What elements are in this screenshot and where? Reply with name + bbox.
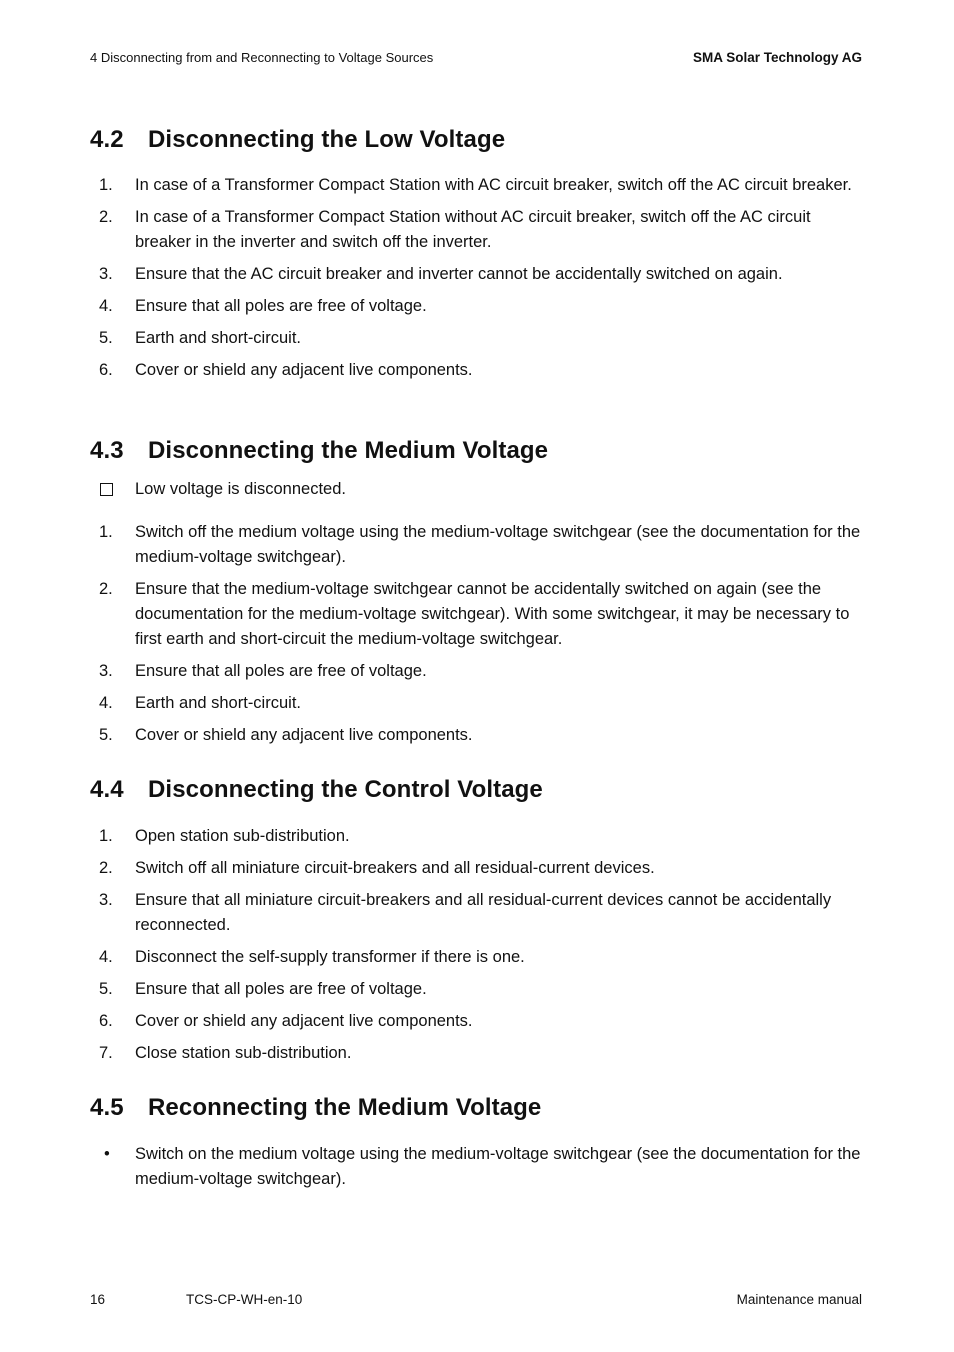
step-text: Cover or shield any adjacent live components. [135,1012,473,1030]
step-text: Earth and short-circuit. [135,329,301,347]
section-number: 4.2 [90,126,124,153]
step-item [90,824,862,849]
bullet-text: Switch on the medium voltage using the medium-voltage switchgear (see the documentation for the medium-voltage switchgear). [135,1145,861,1188]
step-item [90,723,862,748]
step-text: Earth and short-circuit. [135,694,301,712]
section-reconnect-medium-voltage [90,1094,862,1192]
footer-page-number: 16 [90,1292,106,1307]
section-title: Disconnecting the Low Voltage [148,126,506,153]
step-number: 5. [99,726,113,744]
step-list [90,520,862,748]
step-number: 3. [99,265,113,283]
section-heading [90,1094,862,1122]
step-number: 3. [99,662,113,680]
step-number: 6. [99,361,113,379]
section-title: Disconnecting the Medium Voltage [148,437,549,464]
step-text: In case of a Transformer Compact Station without AC circuit breaker, switch off the AC circuit breaker in the inverter and switch off the inverter. [135,208,811,251]
step-text: Switch off all miniature circuit-breakers and all residual-current devices. [135,859,655,877]
section-number: 4.3 [90,437,124,464]
header-company: SMA Solar Technology AG [692,50,862,65]
step-number: 1. [99,827,113,845]
step-number: 4. [99,297,113,315]
step-text: Cover or shield any adjacent live components. [135,726,473,744]
step-item [90,173,862,198]
bullet-item [90,1142,862,1192]
step-number: 5. [99,980,113,998]
section-title: Reconnecting the Medium Voltage [148,1094,542,1121]
prerequisite-text: Low voltage is disconnected. [135,480,346,498]
step-number: 1. [99,523,113,541]
section-heading [90,776,862,804]
step-item [90,1009,862,1034]
step-text: Ensure that the medium-voltage switchgear cannot be accidentally switched on again (see the documentation for the medium-voltage switchgear). With some switchgear, it may be necessary to first earth and short-circuit the medium-voltage switchgear. [135,580,850,648]
step-text: Ensure that all poles are free of voltage. [135,297,427,315]
step-item [90,977,862,1002]
step-text: Ensure that all miniature circuit-breakers and all residual-current devices cannot be accidentally reconnected. [135,891,832,934]
step-item [90,326,862,351]
step-item [90,691,862,716]
step-number: 2. [99,859,113,877]
step-item [90,856,862,881]
step-item [90,577,862,652]
step-item [90,520,862,570]
section-title: Disconnecting the Control Voltage [148,776,543,803]
step-text: Close station sub-distribution. [135,1044,352,1062]
bullet-icon: • [104,1145,110,1163]
step-text: Disconnect the self-supply transformer if there is one. [135,948,525,966]
section-heading [90,126,862,154]
step-item [90,1041,862,1066]
step-text: Ensure that the AC circuit breaker and inverter cannot be accidentally switched on again. [135,265,783,283]
step-list [90,173,862,383]
section-heading [90,437,862,465]
step-number: 1. [99,176,113,194]
step-text: Switch off the medium voltage using the medium-voltage switchgear (see the documentation for the medium-voltage switchgear). [135,523,861,566]
step-item [90,262,862,287]
step-list [90,824,862,1066]
footer-manual-type: Maintenance manual [736,1292,862,1307]
step-number: 6. [99,1012,113,1030]
step-text: Open station sub-distribution. [135,827,350,845]
checkbox-icon [100,483,113,496]
step-number: 3. [99,891,113,909]
step-item [90,205,862,255]
step-item [90,659,862,684]
section-medium-voltage [90,437,862,755]
step-text: In case of a Transformer Compact Station with AC circuit breaker, switch off the AC circuit breaker. [135,176,852,194]
footer-doc-code: TCS-CP-WH-en-10 [186,1292,303,1307]
section-number: 4.5 [90,1094,124,1121]
step-item [90,888,862,938]
section-control-voltage [90,776,862,1073]
step-text: Ensure that all poles are free of voltage. [135,980,427,998]
step-number: 2. [99,208,113,226]
step-text: Ensure that all poles are free of voltage. [135,662,427,680]
section-number: 4.4 [90,776,124,803]
section-low-voltage [90,126,862,390]
step-number: 5. [99,329,113,347]
step-item [90,358,862,383]
step-item [90,294,862,319]
header-chapter: 4 Disconnecting from and Reconnecting to Voltage Sources [90,50,434,65]
step-number: 2. [99,580,113,598]
prerequisite [90,477,862,502]
step-number: 7. [99,1044,113,1062]
step-number: 4. [99,948,113,966]
step-text: Cover or shield any adjacent live components. [135,361,473,379]
step-number: 4. [99,694,113,712]
step-item [90,945,862,970]
